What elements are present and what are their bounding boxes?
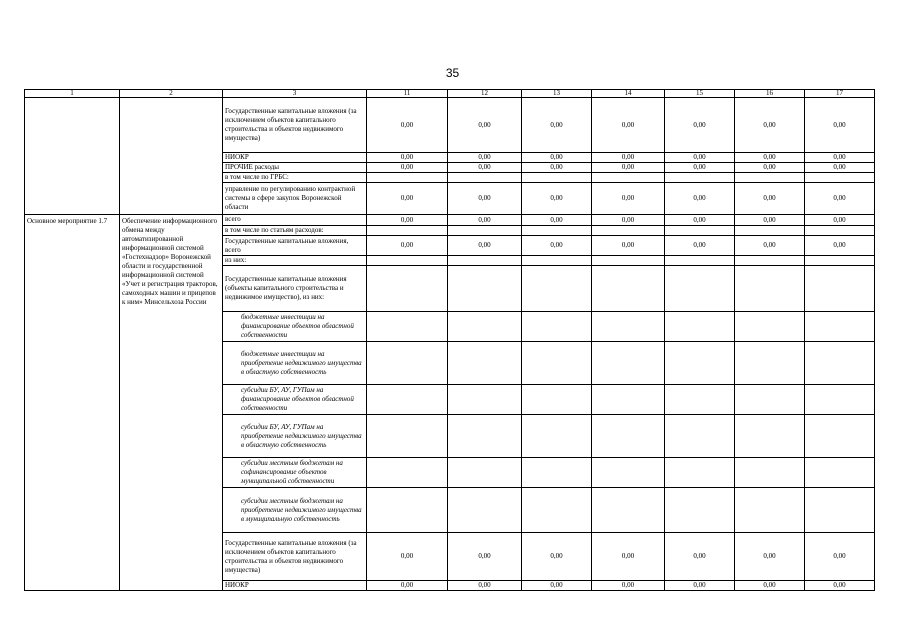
value-cell: 0,00 <box>448 98 522 153</box>
value-cell <box>592 266 665 312</box>
table-row <box>25 98 875 153</box>
value-cell: 0,00 <box>735 98 805 153</box>
row-label: Государственные капитальные вложения (объекты капитального строительства и недвижимое имущество), из них: <box>223 266 367 312</box>
value-cell: 0,00 <box>448 236 522 256</box>
value-cell <box>735 226 805 236</box>
value-cell <box>522 226 592 236</box>
row-label: ПРОЧИЕ расходы <box>223 163 367 173</box>
value-cell: 0,00 <box>805 163 875 173</box>
value-cell: 0,00 <box>805 98 875 153</box>
row-label: Государственные капитальные вложения (за исключением объектов капитального строительства и объектов недвижимого имущества) <box>223 533 367 581</box>
value-cell <box>735 173 805 183</box>
value-cell <box>592 312 665 342</box>
value-cell <box>665 173 735 183</box>
value-cell: 0,00 <box>735 183 805 215</box>
value-cell: 0,00 <box>665 98 735 153</box>
value-cell: 0,00 <box>367 153 448 163</box>
header-cell: 15 <box>665 90 735 98</box>
value-cell: 0,00 <box>367 163 448 173</box>
value-cell <box>522 312 592 342</box>
value-cell: 0,00 <box>522 163 592 173</box>
value-cell: 0,00 <box>592 236 665 256</box>
value-cell <box>522 266 592 312</box>
value-cell: 0,00 <box>805 533 875 581</box>
value-cell: 0,00 <box>522 215 592 226</box>
value-cell: 0,00 <box>735 581 805 591</box>
value-cell: 0,00 <box>805 236 875 256</box>
value-cell: 0,00 <box>367 581 448 591</box>
value-cell <box>665 488 735 533</box>
value-cell: 0,00 <box>665 533 735 581</box>
value-cell <box>448 458 522 488</box>
value-cell <box>367 312 448 342</box>
value-cell <box>592 256 665 266</box>
header-cell: 14 <box>592 90 665 98</box>
value-cell: 0,00 <box>367 183 448 215</box>
value-cell: 0,00 <box>805 183 875 215</box>
value-cell: 0,00 <box>522 581 592 591</box>
value-cell <box>735 342 805 385</box>
value-cell <box>367 266 448 312</box>
value-cell <box>805 256 875 266</box>
value-cell <box>665 312 735 342</box>
value-cell: 0,00 <box>522 98 592 153</box>
value-cell <box>805 266 875 312</box>
value-cell <box>805 173 875 183</box>
value-cell: 0,00 <box>367 215 448 226</box>
value-cell: 0,00 <box>592 533 665 581</box>
value-cell <box>805 415 875 458</box>
value-cell: 0,00 <box>665 153 735 163</box>
value-cell: 0,00 <box>805 581 875 591</box>
value-cell <box>522 415 592 458</box>
value-cell: 0,00 <box>805 153 875 163</box>
value-cell <box>665 226 735 236</box>
value-cell <box>592 342 665 385</box>
table-row <box>25 215 875 226</box>
value-cell: 0,00 <box>522 236 592 256</box>
value-cell: 0,00 <box>448 215 522 226</box>
value-cell <box>665 256 735 266</box>
empty-cell <box>25 98 120 215</box>
row-label: субсидии БУ, АУ, ГУПам на приобретение недвижимого имущества в областную собственность <box>223 415 367 458</box>
value-cell: 0,00 <box>592 98 665 153</box>
value-cell: 0,00 <box>522 153 592 163</box>
value-cell <box>448 488 522 533</box>
value-cell <box>735 312 805 342</box>
row-label: Государственные капитальные вложения (за исключением объектов капитального строительства и объектов недвижимого имущества) <box>223 98 367 153</box>
value-cell <box>735 256 805 266</box>
value-cell <box>367 173 448 183</box>
value-cell: 0,00 <box>665 215 735 226</box>
value-cell <box>522 488 592 533</box>
value-cell <box>448 415 522 458</box>
measure-description: Обеспечение информационного обмена между автоматизированной информационной системой «Гостехнадзор» Воронежской области и государственной информационной системой «Учет и регистрация тракторов, самоходных машин и прицепов к ним» Минсельхоза России <box>120 215 223 591</box>
value-cell: 0,00 <box>448 581 522 591</box>
row-label: бюджетные инвестиции на финансирование объектов областной собственности <box>223 312 367 342</box>
value-cell <box>448 226 522 236</box>
value-cell <box>665 385 735 415</box>
value-cell <box>735 415 805 458</box>
value-cell: 0,00 <box>522 533 592 581</box>
header-cell: 17 <box>805 90 875 98</box>
value-cell: 0,00 <box>448 533 522 581</box>
value-cell <box>522 173 592 183</box>
value-cell <box>522 256 592 266</box>
value-cell: 0,00 <box>592 215 665 226</box>
value-cell <box>448 312 522 342</box>
value-cell <box>448 342 522 385</box>
value-cell <box>367 256 448 266</box>
value-cell <box>448 173 522 183</box>
value-cell <box>665 415 735 458</box>
value-cell: 0,00 <box>735 153 805 163</box>
page-number: 35 <box>445 66 460 80</box>
value-cell: 0,00 <box>367 236 448 256</box>
value-cell <box>448 256 522 266</box>
value-cell <box>735 458 805 488</box>
value-cell: 0,00 <box>592 581 665 591</box>
value-cell <box>805 458 875 488</box>
row-label: субсидии местным бюджетам на приобретение недвижимого имущества в муниципальную собственность <box>223 488 367 533</box>
value-cell <box>805 385 875 415</box>
row-label: НИОКР <box>223 581 367 591</box>
header-cell: 13 <box>522 90 592 98</box>
value-cell <box>592 458 665 488</box>
value-cell: 0,00 <box>665 236 735 256</box>
row-label: управление по регулированию контрактной системы в сфере закупок Воронежской области <box>223 183 367 215</box>
value-cell <box>367 342 448 385</box>
value-cell: 0,00 <box>665 163 735 173</box>
value-cell: 0,00 <box>522 183 592 215</box>
value-cell <box>805 312 875 342</box>
row-label: субсидии БУ, АУ, ГУПам на финансирование объектов областной собственности <box>223 385 367 415</box>
empty-cell <box>120 98 223 215</box>
header-cell: 12 <box>448 90 522 98</box>
value-cell <box>665 458 735 488</box>
value-cell: 0,00 <box>735 533 805 581</box>
value-cell <box>522 458 592 488</box>
value-cell: 0,00 <box>367 533 448 581</box>
header-cell: 16 <box>735 90 805 98</box>
header-row <box>25 90 875 98</box>
value-cell <box>735 266 805 312</box>
budget-table <box>24 89 875 591</box>
value-cell: 0,00 <box>805 215 875 226</box>
value-cell <box>522 385 592 415</box>
value-cell <box>592 226 665 236</box>
value-cell: 0,00 <box>448 163 522 173</box>
row-label: субсидии местным бюджетам на софинансирование объектов муниципальной собственности <box>223 458 367 488</box>
value-cell <box>448 385 522 415</box>
row-label: из них: <box>223 256 367 266</box>
value-cell: 0,00 <box>448 183 522 215</box>
value-cell <box>367 385 448 415</box>
row-label: Государственные капитальные вложения, всего <box>223 236 367 256</box>
value-cell <box>735 488 805 533</box>
value-cell <box>448 266 522 312</box>
value-cell: 0,00 <box>665 183 735 215</box>
value-cell <box>592 173 665 183</box>
value-cell: 0,00 <box>735 215 805 226</box>
value-cell: 0,00 <box>735 236 805 256</box>
value-cell <box>592 385 665 415</box>
row-label: в том числе по ГРБС: <box>223 173 367 183</box>
value-cell <box>367 488 448 533</box>
row-label: НИОКР <box>223 153 367 163</box>
value-cell <box>367 458 448 488</box>
row-label: бюджетные инвестиции на приобретение недвижимого имущества в областную собственность <box>223 342 367 385</box>
value-cell: 0,00 <box>448 153 522 163</box>
value-cell <box>735 385 805 415</box>
value-cell: 0,00 <box>367 98 448 153</box>
header-cell: 1 <box>25 90 120 98</box>
header-cell: 11 <box>367 90 448 98</box>
row-label: в том числе по статьям расходов: <box>223 226 367 236</box>
value-cell <box>592 415 665 458</box>
value-cell: 0,00 <box>665 581 735 591</box>
value-cell <box>805 488 875 533</box>
value-cell: 0,00 <box>592 163 665 173</box>
header-cell: 2 <box>120 90 223 98</box>
value-cell <box>522 342 592 385</box>
header-cell: 3 <box>223 90 367 98</box>
value-cell: 0,00 <box>735 163 805 173</box>
value-cell <box>665 342 735 385</box>
value-cell <box>367 415 448 458</box>
value-cell <box>367 226 448 236</box>
value-cell <box>805 226 875 236</box>
measure-name: Основное мероприятие 1.7 <box>25 215 120 591</box>
value-cell: 0,00 <box>592 153 665 163</box>
value-cell <box>665 266 735 312</box>
value-cell <box>592 488 665 533</box>
value-cell <box>805 342 875 385</box>
row-label: всего <box>223 215 367 226</box>
value-cell: 0,00 <box>592 183 665 215</box>
